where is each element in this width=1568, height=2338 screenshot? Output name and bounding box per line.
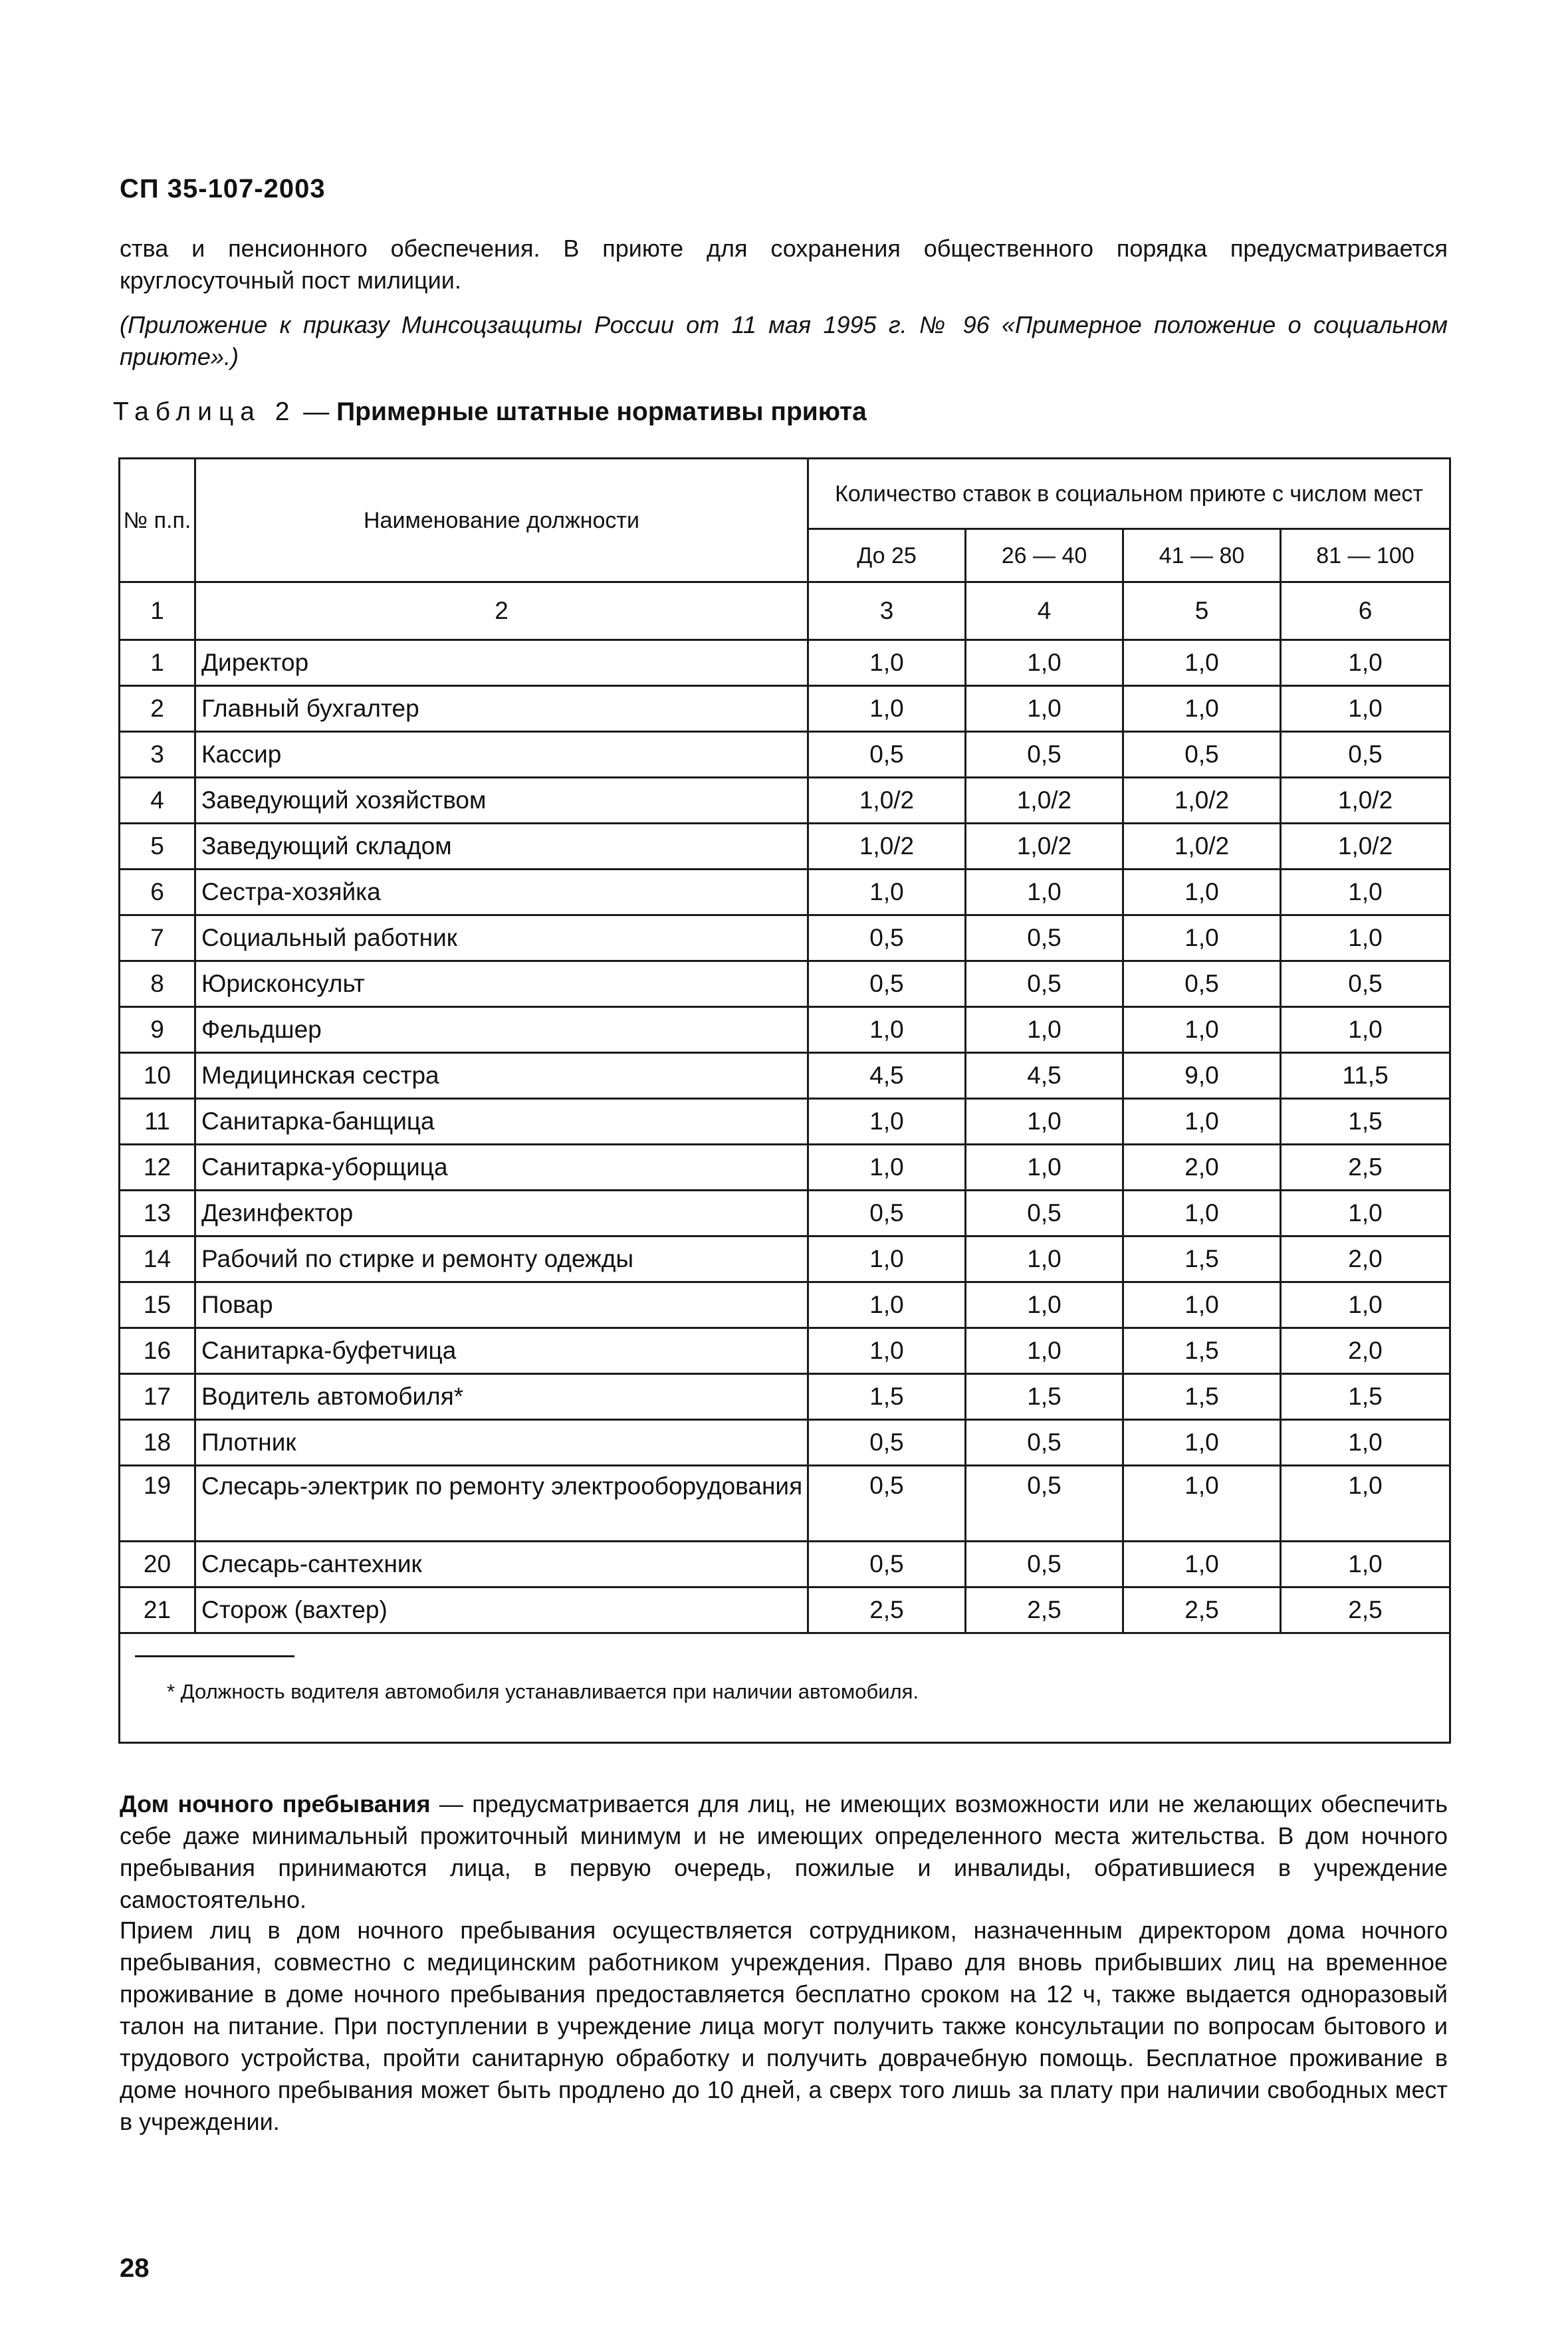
rate-value: 1,0/2 bbox=[1281, 824, 1450, 870]
row-number: 8 bbox=[120, 961, 195, 1007]
position-name: Слесарь-сантехник bbox=[195, 1542, 808, 1587]
rate-value: 2,5 bbox=[1281, 1145, 1450, 1191]
night-house-paragraph bbox=[120, 1788, 1448, 1916]
header-group: Количество ставок в социальном приюте с числом мест bbox=[808, 459, 1450, 529]
rate-value: 1,0 bbox=[1123, 640, 1281, 686]
row-number: 19 bbox=[120, 1466, 195, 1542]
page-number: 28 bbox=[120, 2254, 150, 2283]
position-name: Главный бухгалтер bbox=[195, 686, 808, 732]
rate-value: 2,5 bbox=[966, 1587, 1123, 1633]
column-number: 3 bbox=[808, 582, 966, 640]
position-name: Санитарка-уборщица bbox=[195, 1145, 808, 1191]
table-row bbox=[120, 1053, 1450, 1099]
table-row bbox=[120, 1007, 1450, 1053]
header-num: № п.п. bbox=[120, 459, 195, 582]
rate-value: 0,5 bbox=[808, 1542, 966, 1587]
rate-value: 0,5 bbox=[1123, 732, 1281, 778]
position-name: Медицинская сестра bbox=[195, 1053, 808, 1099]
position-name: Водитель автомобиля* bbox=[195, 1374, 808, 1420]
rate-value: 1,0 bbox=[966, 1007, 1123, 1053]
rate-value: 1,0 bbox=[966, 1282, 1123, 1328]
table-row bbox=[120, 824, 1450, 870]
rate-value: 1,0 bbox=[808, 870, 966, 915]
table-row bbox=[120, 732, 1450, 778]
rate-value: 1,5 bbox=[966, 1374, 1123, 1420]
position-name: Сторож (вахтер) bbox=[195, 1587, 808, 1633]
rate-value: 0,5 bbox=[966, 961, 1123, 1007]
rate-value: 0,5 bbox=[966, 915, 1123, 961]
rate-value: 0,5 bbox=[808, 1466, 966, 1542]
table-row bbox=[120, 1282, 1450, 1328]
table-row bbox=[120, 1236, 1450, 1282]
column-number: 1 bbox=[120, 582, 195, 640]
rate-value: 1,0 bbox=[1123, 1466, 1281, 1542]
header-col-26-40: 26 — 40 bbox=[966, 529, 1123, 582]
rate-value: 11,5 bbox=[1281, 1053, 1450, 1099]
rate-value: 0,5 bbox=[966, 1542, 1123, 1587]
row-number: 9 bbox=[120, 1007, 195, 1053]
table-row bbox=[120, 1587, 1450, 1633]
rate-value: 1,0 bbox=[808, 640, 966, 686]
rate-value: 1,0/2 bbox=[808, 824, 966, 870]
table-row bbox=[120, 915, 1450, 961]
row-number: 15 bbox=[120, 1282, 195, 1328]
table-caption-dash: — bbox=[296, 398, 337, 426]
rate-value: 0,5 bbox=[966, 1420, 1123, 1466]
table-row bbox=[120, 1420, 1450, 1466]
position-name: Слесарь-электрик по ремонту электрооборудования bbox=[195, 1466, 808, 1542]
rate-value: 2,5 bbox=[1281, 1587, 1450, 1633]
rate-value: 1,0 bbox=[1123, 1099, 1281, 1145]
header-col-41-80: 41 — 80 bbox=[1123, 529, 1281, 582]
rate-value: 1,0 bbox=[1123, 1542, 1281, 1587]
rate-value: 2,0 bbox=[1123, 1145, 1281, 1191]
position-name: Санитарка-буфетчица bbox=[195, 1328, 808, 1374]
rate-value: 1,5 bbox=[1123, 1328, 1281, 1374]
rate-value: 1,0 bbox=[966, 870, 1123, 915]
rate-value: 0,5 bbox=[1281, 961, 1450, 1007]
reference-note: (Приложение к приказу Минсоцзащиты России от 11 мая 1995 г. № 96 «Примерное положение о социальном приюте».) bbox=[120, 311, 1448, 370]
table-body bbox=[120, 582, 1450, 1633]
table-row bbox=[120, 1145, 1450, 1191]
row-number: 3 bbox=[120, 732, 195, 778]
table-caption bbox=[113, 398, 867, 427]
table-row bbox=[120, 870, 1450, 915]
rate-value: 0,5 bbox=[808, 1420, 966, 1466]
table-row bbox=[120, 640, 1450, 686]
position-name: Заведующий хозяйством bbox=[195, 778, 808, 824]
admission-paragraph: Прием лиц в дом ночного пребывания осуществляется сотрудником, назначенным директором дома ночного пребывания, совместно с медицинским работником учреждения. Право для вновь прибывших лиц на временное проживание в доме ночного пребывания предоставляется бесплатно сроком на 12 ч, также выдается одноразовый талон на питание. При поступлении в учреждение лица могут получить также консультации по вопросам бытового и трудового устройства, пройти санитарную обработку и получить доврачебную помощь. Бесплатное проживание в доме ночного пребывания может быть продлено до 10 дней, а сверх того лишь за плату при наличии свободных мест в учреждении. bbox=[120, 1917, 1448, 2135]
rate-value: 1,0 bbox=[808, 1145, 966, 1191]
rate-value: 1,0 bbox=[808, 1099, 966, 1145]
rate-value: 1,0 bbox=[808, 1282, 966, 1328]
rate-value: 1,5 bbox=[808, 1374, 966, 1420]
column-number: 2 bbox=[195, 582, 808, 640]
row-number: 12 bbox=[120, 1145, 195, 1191]
rate-value: 4,5 bbox=[808, 1053, 966, 1099]
rate-value: 4,5 bbox=[966, 1053, 1123, 1099]
rate-value: 1,0 bbox=[1281, 1542, 1450, 1587]
position-name: Сестра-хозяйка bbox=[195, 870, 808, 915]
rate-value: 1,0 bbox=[1123, 686, 1281, 732]
table-row bbox=[120, 686, 1450, 732]
position-name: Дезинфектор bbox=[195, 1191, 808, 1236]
row-number: 16 bbox=[120, 1328, 195, 1374]
header-col-81-100: 81 — 100 bbox=[1281, 529, 1450, 582]
intro-paragraph: ства и пенсионного обеспечения. В приюте для сохранения общественного порядка предусматривается круглосуточный пост милиции. bbox=[120, 235, 1448, 294]
row-number: 18 bbox=[120, 1420, 195, 1466]
position-name: Заведующий складом bbox=[195, 824, 808, 870]
table-caption-title: Примерные штатные нормативы приюта bbox=[336, 398, 867, 426]
rate-value: 0,5 bbox=[966, 1466, 1123, 1542]
position-name: Кассир bbox=[195, 732, 808, 778]
table-footnote-row bbox=[120, 1633, 1450, 1743]
document-code: СП 35-107-2003 bbox=[120, 174, 326, 203]
row-number: 17 bbox=[120, 1374, 195, 1420]
footnote-rule bbox=[135, 1655, 294, 1657]
row-number: 7 bbox=[120, 915, 195, 961]
rate-value: 1,0 bbox=[966, 640, 1123, 686]
rate-value: 1,0/2 bbox=[966, 824, 1123, 870]
table-row bbox=[120, 1374, 1450, 1420]
rate-value: 1,0 bbox=[1281, 915, 1450, 961]
rate-value: 1,0 bbox=[1123, 870, 1281, 915]
position-name: Повар bbox=[195, 1282, 808, 1328]
row-number: 10 bbox=[120, 1053, 195, 1099]
rate-value: 2,5 bbox=[808, 1587, 966, 1633]
row-number: 14 bbox=[120, 1236, 195, 1282]
column-number: 6 bbox=[1281, 582, 1450, 640]
position-name: Рабочий по стирке и ремонту одежды bbox=[195, 1236, 808, 1282]
rate-value: 0,5 bbox=[1281, 732, 1450, 778]
rate-value: 1,0/2 bbox=[1123, 778, 1281, 824]
table-row bbox=[120, 778, 1450, 824]
row-number: 6 bbox=[120, 870, 195, 915]
rate-value: 1,0 bbox=[808, 1007, 966, 1053]
rate-value: 1,0/2 bbox=[1281, 778, 1450, 824]
rate-value: 1,0/2 bbox=[808, 778, 966, 824]
row-number: 4 bbox=[120, 778, 195, 824]
position-name: Юрисконсульт bbox=[195, 961, 808, 1007]
rate-value: 1,0 bbox=[966, 1328, 1123, 1374]
rate-value: 1,0/2 bbox=[966, 778, 1123, 824]
row-number: 2 bbox=[120, 686, 195, 732]
table-row bbox=[120, 1099, 1450, 1145]
table-row bbox=[120, 1191, 1450, 1236]
rate-value: 1,0 bbox=[808, 1328, 966, 1374]
rate-value: 1,0 bbox=[808, 1236, 966, 1282]
rate-value: 0,5 bbox=[808, 961, 966, 1007]
rate-value: 1,0/2 bbox=[1123, 824, 1281, 870]
table-footnote: * Должность водителя автомобиля устанавливается при наличии автомобиля. bbox=[167, 1680, 919, 1703]
rate-value: 1,0 bbox=[1281, 870, 1450, 915]
rate-value: 9,0 bbox=[1123, 1053, 1281, 1099]
rate-value: 1,5 bbox=[1123, 1374, 1281, 1420]
rate-value: 1,0 bbox=[1123, 1191, 1281, 1236]
rate-value: 1,5 bbox=[1123, 1236, 1281, 1282]
rate-value: 1,5 bbox=[1281, 1099, 1450, 1145]
rate-value: 1,5 bbox=[1281, 1374, 1450, 1420]
position-name: Плотник bbox=[195, 1420, 808, 1466]
row-number: 5 bbox=[120, 824, 195, 870]
column-number-row bbox=[120, 582, 1450, 640]
rate-value: 1,0 bbox=[1123, 1007, 1281, 1053]
header-position: Наименование должности bbox=[195, 459, 808, 582]
table-row bbox=[120, 961, 1450, 1007]
rate-value: 1,0 bbox=[966, 1236, 1123, 1282]
rate-value: 0,5 bbox=[966, 732, 1123, 778]
staffing-table bbox=[118, 457, 1451, 1744]
rate-value: 1,0 bbox=[966, 1099, 1123, 1145]
position-name: Директор bbox=[195, 640, 808, 686]
rate-value: 1,0 bbox=[1281, 1420, 1450, 1466]
rate-value: 0,5 bbox=[808, 732, 966, 778]
table-row bbox=[120, 1328, 1450, 1374]
header-col-upto25: До 25 bbox=[808, 529, 966, 582]
rate-value: 1,0 bbox=[1281, 1466, 1450, 1542]
position-name: Санитарка-банщица bbox=[195, 1099, 808, 1145]
rate-value: 0,5 bbox=[966, 1191, 1123, 1236]
rate-value: 1,0 bbox=[966, 686, 1123, 732]
rate-value: 1,0 bbox=[1281, 1282, 1450, 1328]
rate-value: 2,5 bbox=[1123, 1587, 1281, 1633]
rate-value: 0,5 bbox=[808, 1191, 966, 1236]
night-house-term: Дом ночного пребывания bbox=[120, 1790, 431, 1817]
row-number: 13 bbox=[120, 1191, 195, 1236]
rate-value: 2,0 bbox=[1281, 1236, 1450, 1282]
column-number: 4 bbox=[966, 582, 1123, 640]
rate-value: 1,0 bbox=[1123, 1420, 1281, 1466]
rate-value: 1,0 bbox=[1123, 915, 1281, 961]
rate-value: 0,5 bbox=[1123, 961, 1281, 1007]
table-row bbox=[120, 1466, 1450, 1542]
table-row bbox=[120, 1542, 1450, 1587]
rate-value: 1,0 bbox=[1281, 1007, 1450, 1053]
position-name: Фельдшер bbox=[195, 1007, 808, 1053]
column-number: 5 bbox=[1123, 582, 1281, 640]
rate-value: 1,0 bbox=[1281, 640, 1450, 686]
row-number: 20 bbox=[120, 1542, 195, 1587]
rate-value: 1,0 bbox=[966, 1145, 1123, 1191]
rate-value: 1,0 bbox=[808, 686, 966, 732]
row-number: 1 bbox=[120, 640, 195, 686]
rate-value: 1,0 bbox=[1281, 686, 1450, 732]
row-number: 21 bbox=[120, 1587, 195, 1633]
position-name: Социальный работник bbox=[195, 915, 808, 961]
table-caption-label: Таблица 2 bbox=[113, 398, 296, 426]
rate-value: 1,0 bbox=[1281, 1191, 1450, 1236]
rate-value: 1,0 bbox=[1123, 1282, 1281, 1328]
row-number: 11 bbox=[120, 1099, 195, 1145]
rate-value: 2,0 bbox=[1281, 1328, 1450, 1374]
rate-value: 0,5 bbox=[808, 915, 966, 961]
night-house-definition: — предусматривается для лиц, не имеющих возможности или не желающих обеспечить себе даже минимальный прожиточный минимум и не имеющих определенного места жительства. В дом ночного пребывания принимаются лица, в первую очередь, пожилые и инвалиды, обратившиеся в учреждение самостоятельно. bbox=[120, 1790, 1448, 1913]
